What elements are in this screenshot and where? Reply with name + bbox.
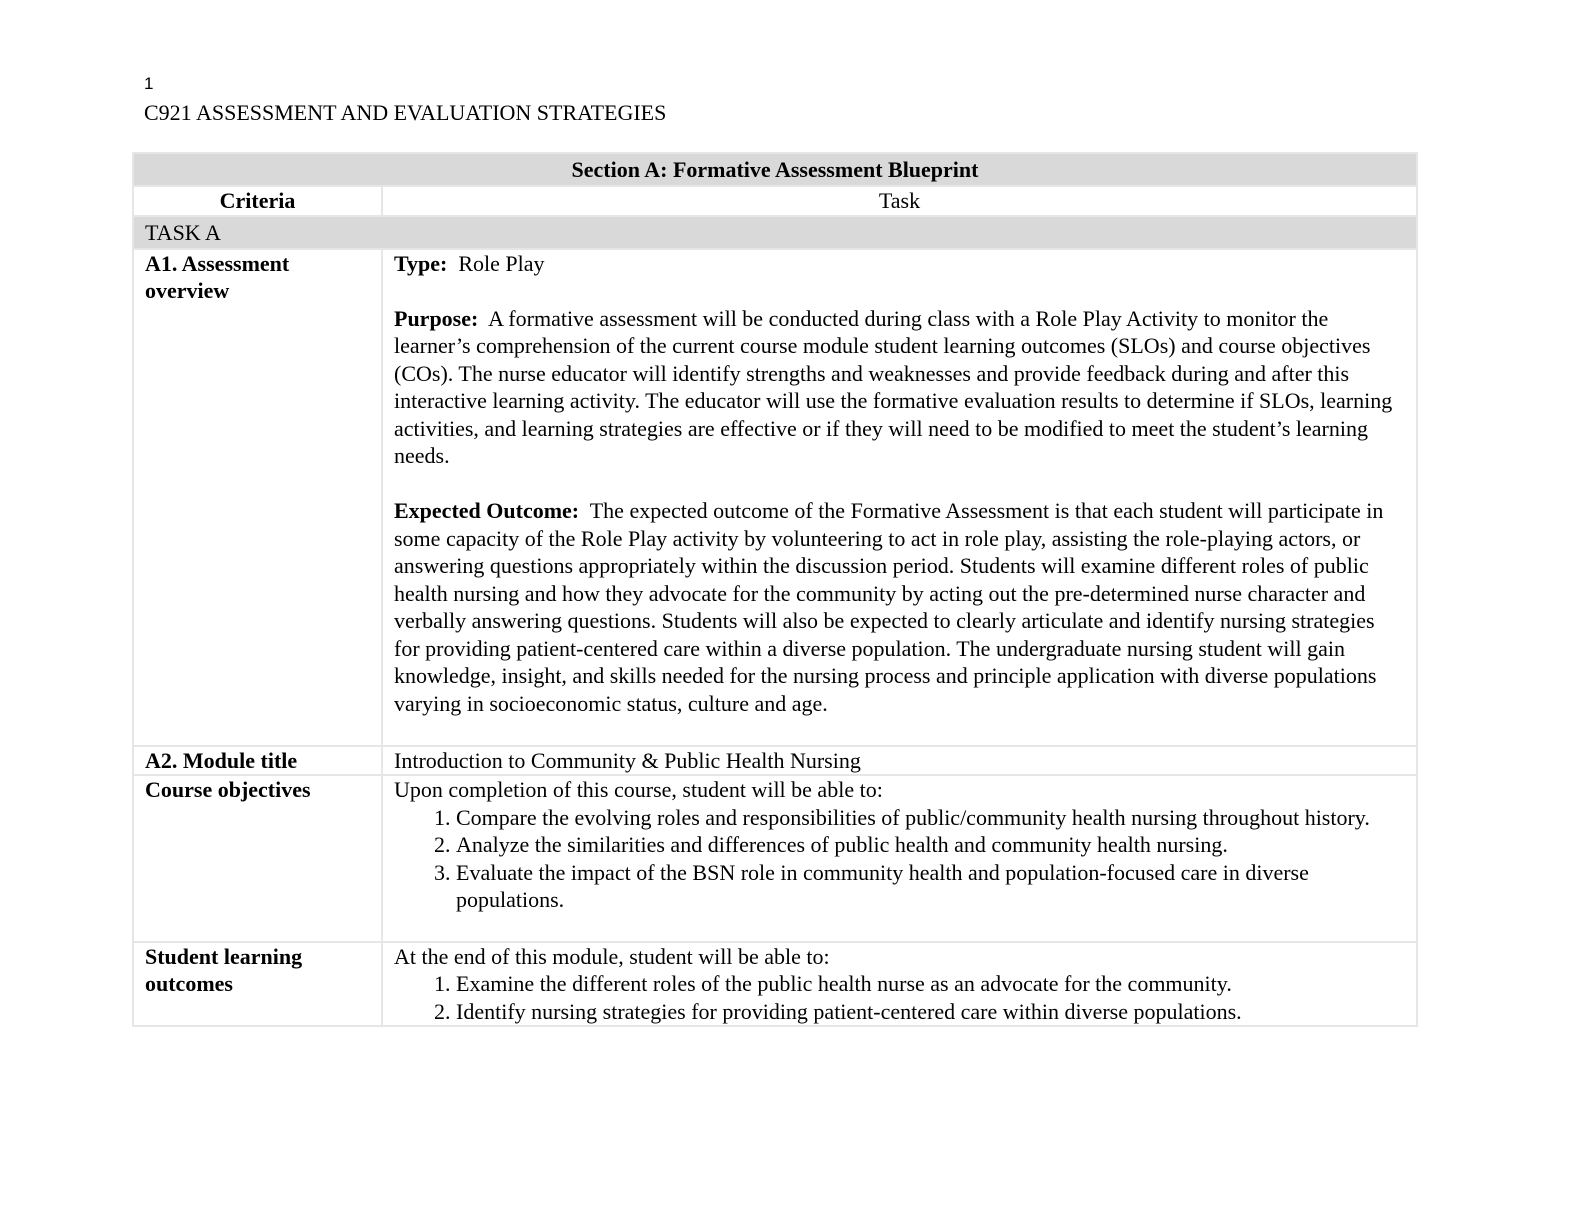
- assessment-overview-cell: [382, 249, 1417, 746]
- course-objectives-cell: [382, 775, 1417, 942]
- criteria-assessment-overview: A1. Assessment overview: [133, 249, 382, 746]
- purpose-paragraph: [394, 305, 1405, 470]
- list-item: 2. Analyze the similarities and differences of public health and community health nursing.: [456, 831, 1405, 859]
- table-row: [133, 775, 1417, 942]
- table-row: [133, 746, 1417, 776]
- criteria-student-learning-outcomes: Student learning outcomes: [133, 942, 382, 1027]
- slo-intro: At the end of this module, student will be able to:: [394, 943, 830, 969]
- type-value: Role Play: [458, 250, 545, 276]
- purpose-label: Purpose:: [394, 305, 479, 331]
- course-objectives-intro: Upon completion of this course, student will be able to:: [394, 777, 883, 802]
- expected-outcome-text: The expected outcome of the Formative Assessment is that each student will participate in some capacity of the Role Play activity by volunteering to act in role play, assisting the role-playing actors, or answering questions appropriately within the discussion period. Students will examine different roles of public health nursing and how they advocate for the community by acting out the pre-determined nurse character and verbally answering questions. Students will also be expected to clearly articulate and identify nursing strategies for providing patient-centered care within a diverse population. The undergraduate nursing student will gain knowledge, insight, and skills needed for the nursing process and principle application with diverse populations varying in socioeconomic status, culture and age.: [394, 498, 1384, 716]
- list-item: 1. Examine the different roles of the public health nurse as an advocate for the community.: [456, 970, 1405, 998]
- section-title: Section A: Formative Assessment Blueprint: [133, 153, 1417, 186]
- type-paragraph: [394, 250, 1405, 278]
- header-row: [133, 186, 1417, 216]
- expected-outcome-paragraph: [394, 497, 1405, 717]
- expected-outcome-label: Expected Outcome:: [394, 498, 580, 523]
- purpose-text: A formative assessment will be conducted during class with a Role Play Activity to monitor the learner’s comprehension of the current course module student learning outcomes (SLOs) and course objectives (COs). The nurse educator will identify strengths and weaknesses and provide feedback during and after this interactive learning activity. The educator will use the formative evaluation results to determine if SLOs, learning activities, and learning strategies are effective or if they will need to be modified to meet the student’s learning needs.: [394, 305, 1393, 468]
- table-row: [133, 942, 1417, 1027]
- course-objectives-list: [394, 804, 1405, 914]
- table-row: [133, 249, 1417, 746]
- student-learning-outcomes-cell: [382, 942, 1417, 1027]
- running-head: C921 ASSESSMENT AND EVALUATION STRATEGIES: [144, 100, 667, 125]
- module-title-value: Introduction to Community & Public Health Nursing: [382, 746, 1417, 776]
- page-number: 1: [144, 74, 154, 93]
- list-item: 1. Compare the evolving roles and responsibilities of public/community health nursing throughout history.: [456, 804, 1405, 832]
- task-label: TASK A: [133, 216, 1417, 249]
- column-header-criteria: Criteria: [133, 186, 382, 216]
- section-title-row: [133, 153, 1417, 186]
- slo-list: [394, 970, 1405, 1025]
- criteria-course-objectives: Course objectives: [133, 775, 382, 942]
- type-label: Type:: [394, 250, 448, 276]
- assessment-blueprint-table: [132, 152, 1418, 1027]
- list-item: 2. Identify nursing strategies for providing patient-centered care within diverse populations.: [456, 998, 1405, 1026]
- column-header-task: Task: [382, 186, 1417, 216]
- task-label-row: [133, 216, 1417, 249]
- list-item: 3. Evaluate the impact of the BSN role in community health and population-focused care in diverse populations.: [456, 859, 1405, 914]
- criteria-module-title: A2. Module title: [133, 746, 382, 776]
